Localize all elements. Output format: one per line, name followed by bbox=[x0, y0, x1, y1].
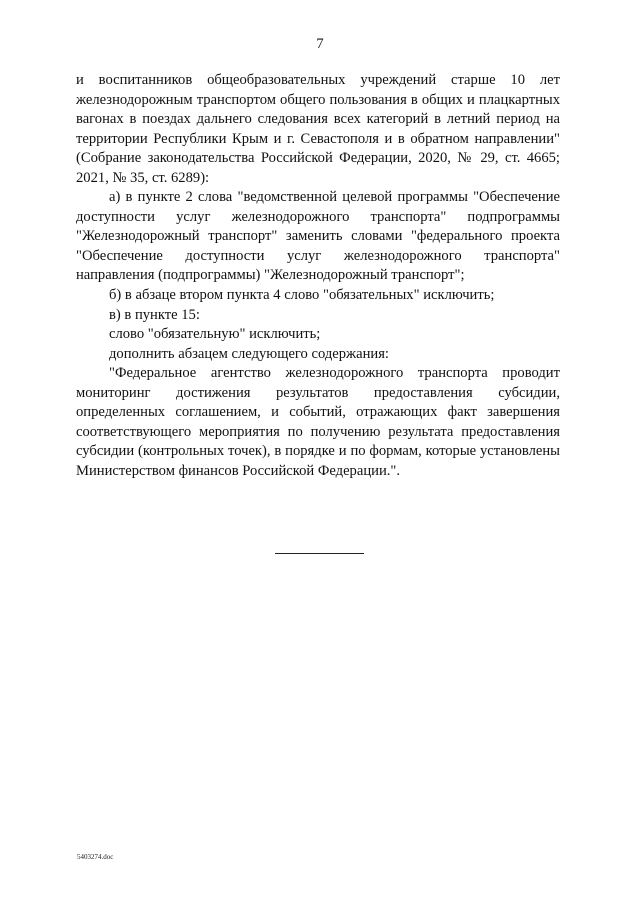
paragraph-word-exclude: слово "обязательную" исключить; bbox=[109, 326, 321, 343]
paragraph-quoted-clause: "Федеральное агентство железнодорожного транспорта проводит мониторинг достижения результатов предоставления субсидии, определенных соглашением, и событий, отражающих факт завершения соответствующего мероприятия по получению результата предоставления субсидии (контрольных точек), в порядке и по формам, которые установлены Министерством финансов Российской Федерации.". bbox=[76, 365, 560, 479]
paragraph-continuation: и воспитанников общеобразовательных учреждений старше 10 лет железнодорожным транспортом общего пользования в общих и плацкартных вагонах в поездах дальнего следования всех категорий в летний период на территории Республики Крым и г. Севастополя и в обратном направлении" (Собрание законодательства Российской Федерации, 2020, № 29, ст. 4665; 2021, № 35, ст. 6289): bbox=[76, 72, 560, 186]
paragraph-item-v: в) в пункте 15: bbox=[109, 306, 200, 323]
end-separator-line bbox=[275, 553, 364, 554]
paragraph-add-clause: дополнить абзацем следующего содержания: bbox=[109, 345, 389, 362]
paragraph-item-b: б) в абзаце втором пункта 4 слово "обязательных" исключить; bbox=[109, 287, 495, 304]
document-code: 5403274.doc bbox=[77, 853, 114, 861]
page-number: 7 bbox=[316, 36, 324, 52]
paragraph-item-a: а) в пункте 2 слова "ведомственной целевой программы "Обеспечение доступности услуг железнодорожного транспорта" подпрограммы "Железнодорожный транспорт" заменить словами "федерального проекта "Обеспечение доступности услуг железнодорожного транспорта" направления (подпрограммы) "Железнодорожный транспорт"; bbox=[76, 189, 560, 284]
document-body bbox=[76, 71, 560, 481]
